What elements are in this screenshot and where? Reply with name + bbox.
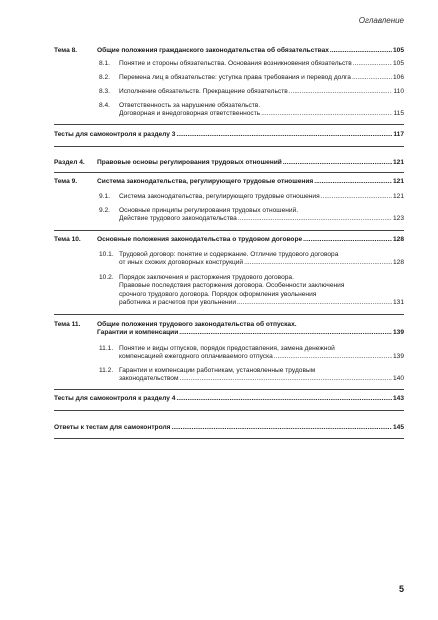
toc-page: 105 (392, 46, 404, 54)
divider (54, 124, 404, 125)
toc-subentry-10-2[interactable]: 10.2. Порядок заключения и расторжения трудового договора. Правовые последствия расторжения договора. Особенности заключения срочного трудового договора. Порядок оформления увольнения работника и расчетов при увольнении ..... 131 (54, 274, 404, 308)
toc-subentry-9-1[interactable]: 9.1. Система законодательства, регулирующего трудовые отношения ..... 121 (54, 193, 404, 201)
toc-entry-answers[interactable]: Ответы к тестам для самоконтроля ..... 145 (54, 424, 404, 432)
toc-entry-topic-8[interactable] (54, 46, 404, 55)
toc-subentry-8-1[interactable]: 8.1. Понятие и стороны обязательства. Основания возникновения обязательств ..... 105 (54, 60, 404, 68)
toc-subentry-8-4[interactable]: 8.4. Ответственность за нарушение обязательств. Договорная и внедоговорная ответственность ..... 115 (54, 102, 404, 119)
toc-subentry-9-2[interactable]: 9.2. Основные принципы регулирования трудовых отношений. Действие трудового законодательства ..... 123 (54, 207, 404, 224)
toc-entry-tests-3[interactable]: Тесты для самоконтроля к разделу 3 ..... 117 (54, 131, 404, 139)
running-header: Оглавление (358, 16, 404, 25)
toc-subentry-8-2[interactable]: 8.2. Перемена лиц в обязательстве: уступка права требования и перевод долга ..... 106 (54, 74, 404, 82)
divider (54, 230, 404, 231)
divider (54, 314, 404, 315)
divider (54, 410, 404, 411)
toc-entry-topic-11[interactable]: Тема 11. Общие положения трудового законодательства об отпусках. Гарантии и компенсации ..... 139 (54, 321, 404, 338)
toc-entry-tests-4[interactable]: Тесты для самоконтроля к разделу 4 ..... 143 (54, 395, 404, 403)
toc-subentry-8-3[interactable]: 8.3. Исполнение обязательств. Прекращение обязательств ..... 110 (54, 88, 404, 96)
toc-title: Общие положения гражданского законодательства об обязательствах (97, 46, 329, 54)
toc-subentry-11-2[interactable]: 11.2. Гарантии и компенсации работникам, установленные трудовым законодательством ..... 140 (54, 367, 404, 384)
divider (54, 389, 404, 390)
divider (54, 172, 404, 173)
toc-code: Тема 8. (54, 46, 78, 54)
toc-subentry-11-1[interactable]: 11.1. Понятие и виды отпусков, порядок предоставления, замена денежной компенсацией ежегодного оплачиваемого отпуска ..... 139 (54, 345, 404, 362)
divider (54, 146, 404, 147)
toc-entry-section-4[interactable]: Раздел 4. Правовые основы регулирования трудовых отношений ..... 121 (54, 159, 404, 167)
toc-entry-topic-10[interactable]: Тема 10. Основные положения законодательства о трудовом договоре ..... 128 (54, 236, 404, 244)
toc-entry-topic-9[interactable]: Тема 9. Система законодательства, регулирующего трудовые отношения ..... 121 (54, 178, 404, 186)
divider (54, 438, 404, 439)
page-number: 5 (398, 584, 404, 594)
toc-subentry-10-1[interactable]: 10.1. Трудовой договор: понятие и содержание. Отличие трудового договора от иных схожих договорных конструкций ..... 128 (54, 251, 404, 268)
